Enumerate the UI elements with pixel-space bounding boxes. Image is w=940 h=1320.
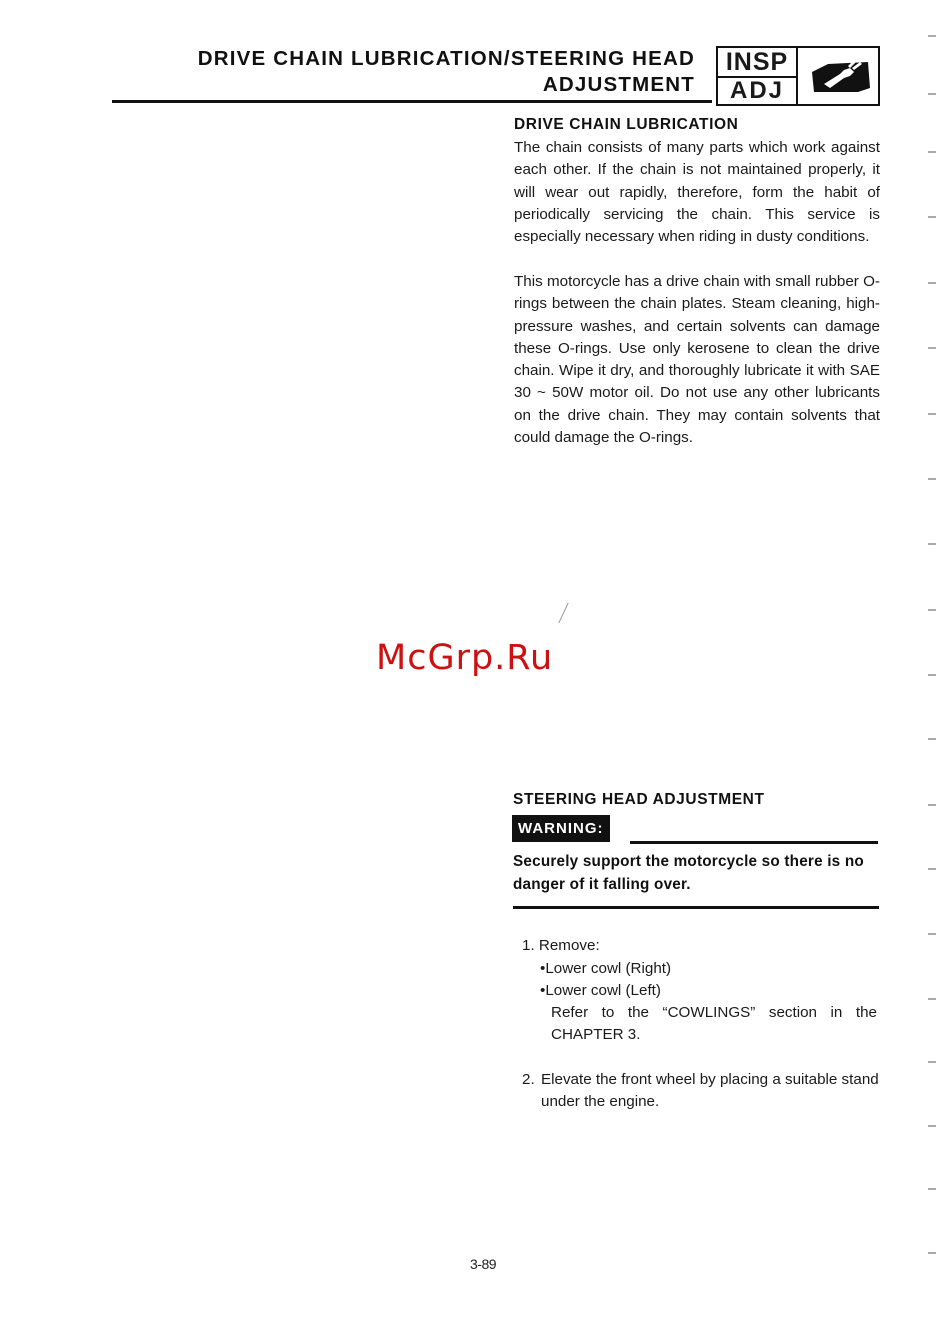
page-title-line2: ADJUSTMENT	[542, 73, 695, 96]
lubrication-paragraph-2: This motorcycle has a drive chain with small rubber O-rings between the chain plates. Steam cleaning, high-pressure washes, and certain solvents can damage these O-rings. Use only kerosene to clean the drive chain. Wipe it dry, and thoroughly lubricate it with SAE 30 ~ 50W motor oil. Do not use any other lubricants on the drive chain. They may contain solvents that could damage the O-rings.	[514, 273, 880, 447]
watermark: McGrp.Ru	[376, 638, 554, 678]
warning-rule	[630, 841, 878, 844]
page-number: 3-89	[470, 1256, 497, 1272]
step-1-note: Refer to the “COWLINGS” section in the CHAPTER 3.	[551, 1004, 877, 1044]
page-title-line1: DRIVE CHAIN LUBRICATION/STEERING HEAD	[197, 47, 695, 70]
wrench-icon	[810, 58, 872, 96]
badge-insp-label: INSP	[718, 48, 798, 78]
step-2-number: 2.	[522, 1071, 535, 1088]
warning-text: Securely support the motorcycle so there is no danger of it falling over.	[513, 853, 864, 893]
step-1-label: 1. Remove:	[522, 937, 600, 954]
lubrication-paragraph-1: The chain consists of many parts which work against each other. If the chain is not maintained properly, it will wear out rapidly, therefore, form the habit of periodically servicing the chain. This service is especially necessary when riding in dusty conditions.	[514, 139, 880, 246]
step-1-bullet-1: •Lower cowl (Right)	[540, 960, 672, 977]
warning-bottom-rule	[513, 906, 879, 909]
badge-adj-label: ADJ	[718, 78, 798, 104]
lubrication-heading: DRIVE CHAIN LUBRICATION	[514, 116, 739, 133]
insp-adj-badge	[716, 46, 880, 106]
warning-badge: WARNING:	[512, 815, 610, 842]
header-divider	[112, 100, 712, 103]
step-1-bullet-2: •Lower cowl (Left)	[540, 982, 661, 999]
step-2-text: Elevate the front wheel by placing a suitable stand under the engine.	[541, 1071, 879, 1111]
steering-heading: STEERING HEAD ADJUSTMENT	[513, 791, 765, 808]
page-title	[110, 46, 695, 98]
